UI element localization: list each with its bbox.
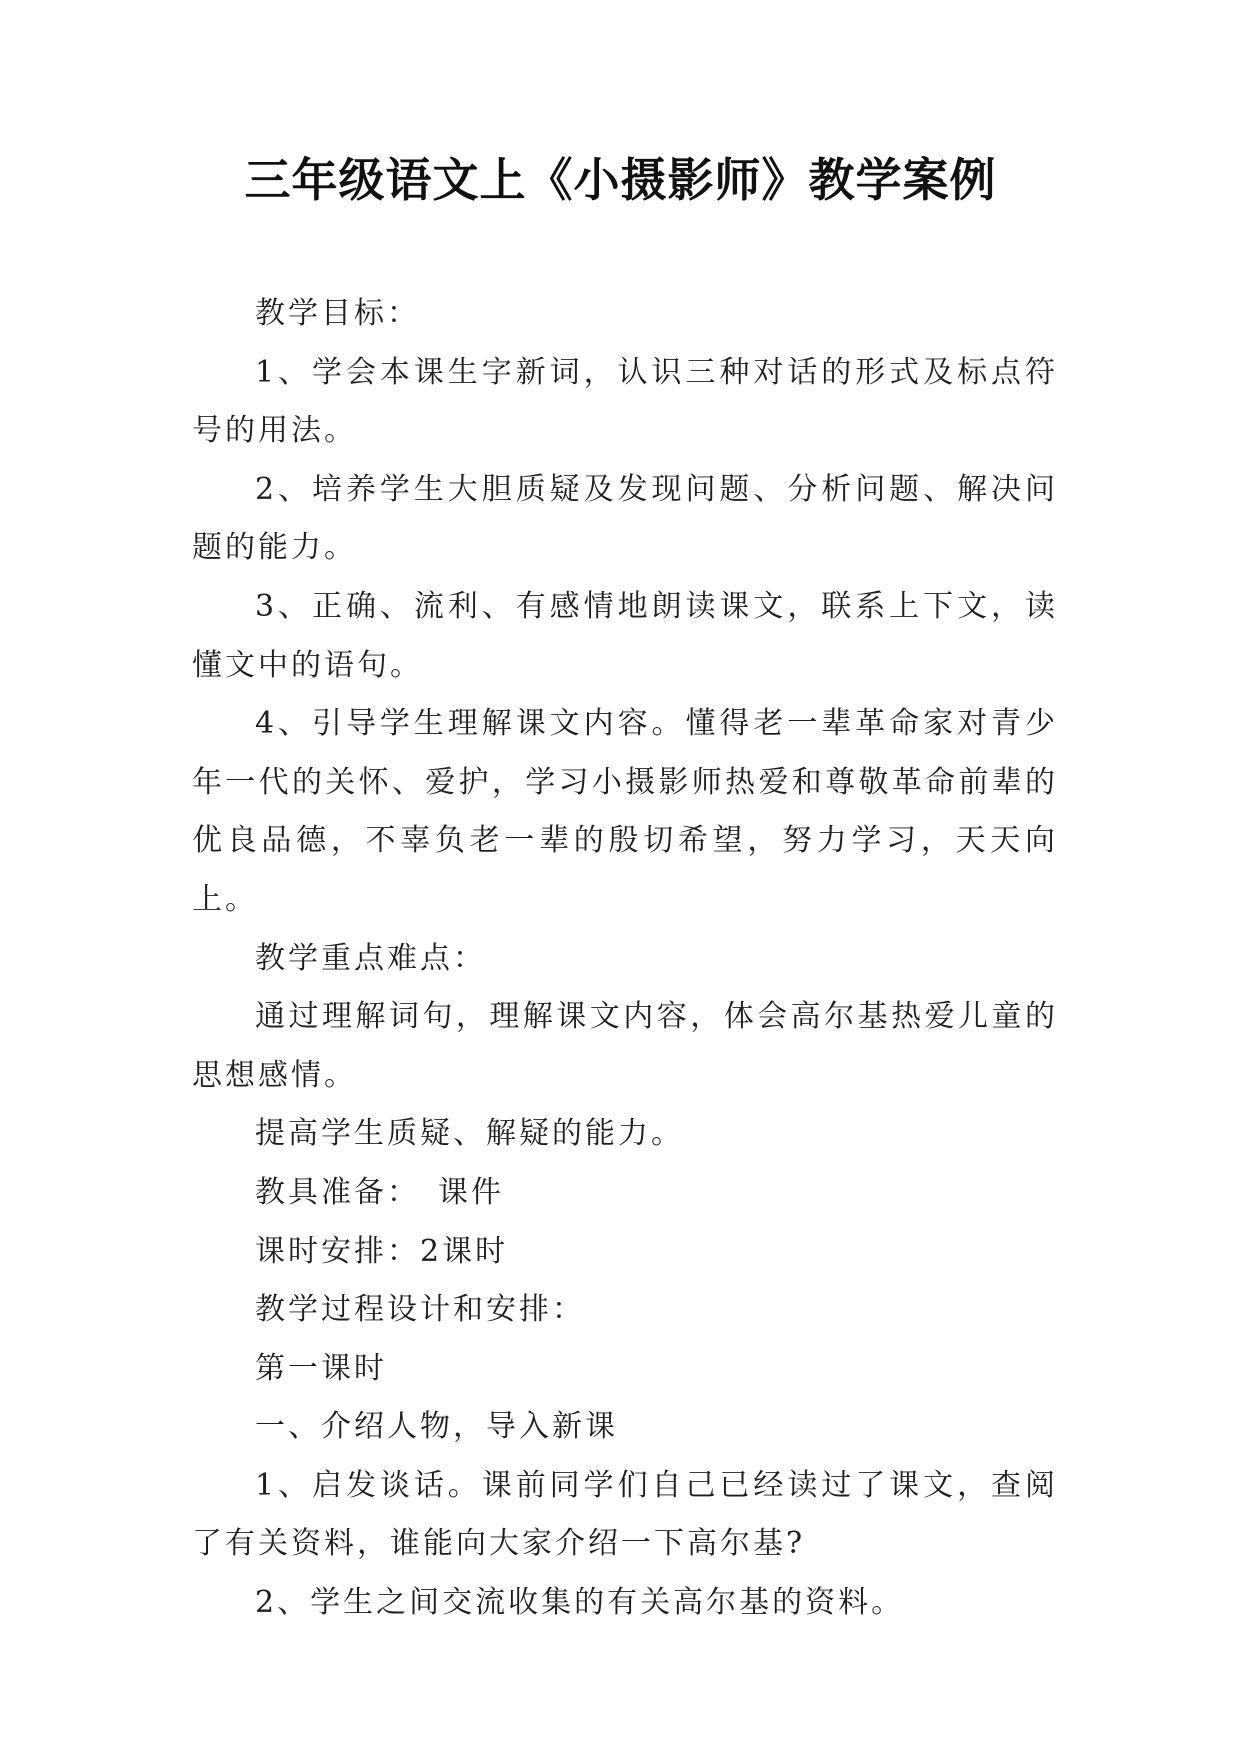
section-heading-process: 教学过程设计和安排：	[255, 1292, 585, 1328]
step-heading: 一、介绍人物，导入新课	[255, 1409, 618, 1445]
section-heading-objectives: 教学目标：	[255, 296, 420, 331]
step-item-1: 1、启发谈话。课前同学们自己已经读过了课文，查阅了有关资料，谁能向大家介绍一下高尔基?	[192, 1467, 1058, 1562]
key-point-1: 通过理解词句，理解课文内容，体会高尔基热爱儿童的思想感情。	[192, 999, 1058, 1093]
section-heading-key-points: 教学重点难点：	[255, 940, 486, 976]
teaching-aids: 教具准备： 课件	[255, 1174, 504, 1210]
objective-4: 4、引导学生理解课文内容。懂得老一辈革命家对青少年一代的关怀、爱护，学习小摄影师热爱和尊敬革命前辈的优良品德，不辜负老一辈的殷切希望，努力学习，天天向上。	[192, 706, 1058, 917]
objective-2: 2、培养学生大胆质疑及发现问题、分析问题、解决问题的能力。	[192, 471, 1058, 566]
objective-3: 3、正确、流利、有感情地朗读课文，联系上下文，读懂文中的语句。	[192, 588, 1058, 683]
document-body	[192, 285, 1058, 1633]
objective-1: 1、学会本课生字新词，认识三种对话的形式及标点符号的用法。	[192, 354, 1058, 449]
document-title: 三年级语文上《小摄影师》教学案例	[244, 153, 997, 207]
lesson-heading: 第一课时	[255, 1350, 387, 1386]
class-schedule: 课时安排：2课时	[255, 1233, 509, 1269]
key-point-2: 提高学生质疑、解疑的能力。	[255, 1116, 684, 1152]
step-item-2: 2、学生之间交流收集的有关高尔基的资料。	[255, 1585, 905, 1621]
